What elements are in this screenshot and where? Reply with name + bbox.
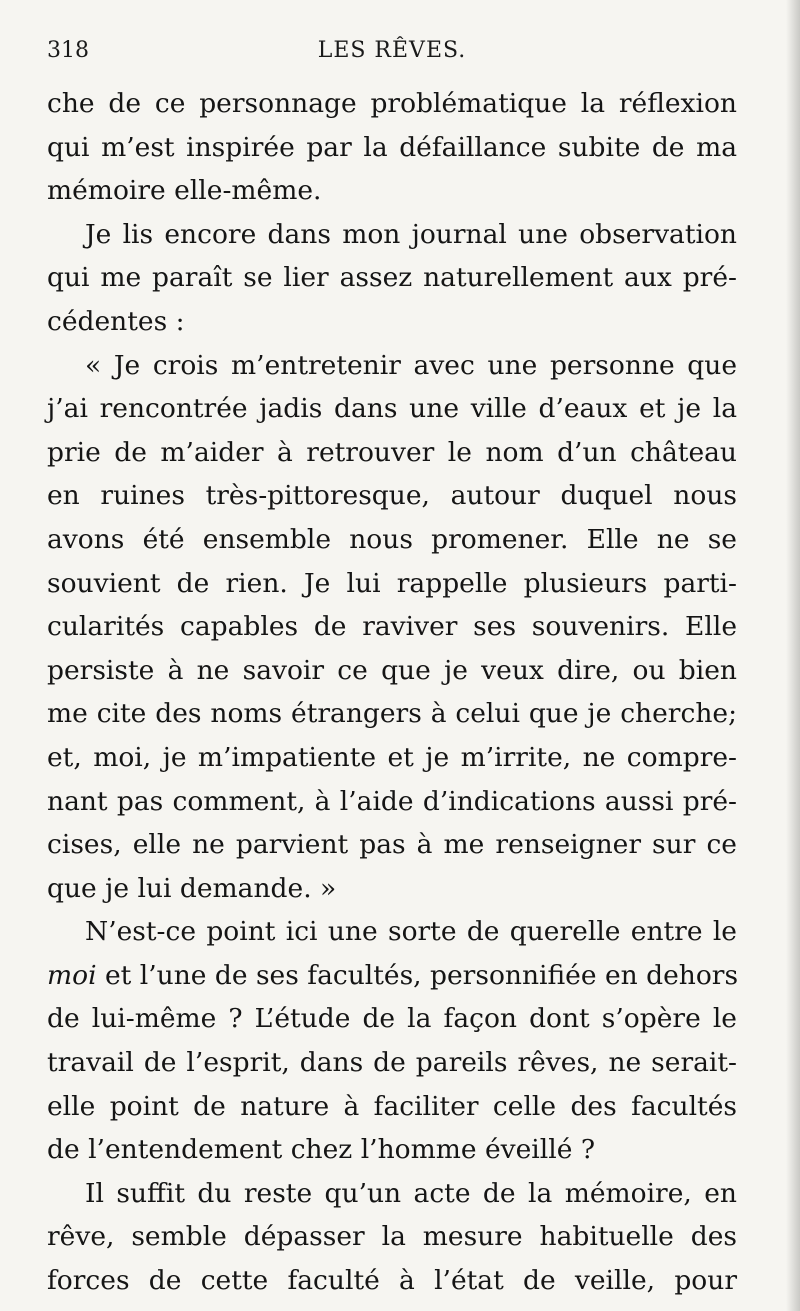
page-edge-shadow xyxy=(786,0,800,1311)
text-line: de lui-même ? L’étude de la façon dont s’opère le xyxy=(47,1003,737,1035)
italic-word: moi xyxy=(47,959,97,991)
text-line: Il suffit du reste qu’un acte de la mémoire, en xyxy=(85,1177,737,1209)
text-line: travail de l’esprit, dans de pareils rêves, ne serait- xyxy=(47,1047,737,1079)
body-text xyxy=(47,82,737,1303)
text-line: nant pas comment, à l’aide d’indications aussi pré- xyxy=(47,785,737,817)
running-title: LES RÊVES. xyxy=(317,38,467,63)
text-line: N’est-ce point ici une sorte de querelle entre le xyxy=(85,916,737,948)
text-line: avons été ensemble nous promener. Elle ne se xyxy=(47,523,737,555)
page-header xyxy=(47,38,737,72)
text-line: cédentes : xyxy=(47,305,185,337)
text-line: elle point de nature à faciliter celle des facultés xyxy=(47,1090,737,1122)
text-line: persiste à ne savoir ce que je veux dire, ou bien xyxy=(47,654,737,686)
text-line: de l’entendement chez l’homme éveillé ? xyxy=(47,1134,596,1166)
text-line: prie de m’aider à retrouver le nom d’un château xyxy=(47,436,737,468)
text-line: Je lis encore dans mon journal une observation xyxy=(85,218,737,250)
text-line: rêve, semble dépasser la mesure habituelle des xyxy=(47,1221,737,1253)
text-line: qui me paraît se lier assez naturellement aux pré- xyxy=(47,262,737,294)
text-line: moi et l’une de ses facultés, personnifiée en dehors xyxy=(47,959,739,991)
text-line: souvient de rien. Je lui rappelle plusieurs parti- xyxy=(47,567,737,599)
page-number: 318 xyxy=(47,38,89,63)
text-line: qui m’est inspirée par la défaillance subite de ma xyxy=(47,131,737,163)
text-line: cises, elle ne parvient pas à me renseigner sur ce xyxy=(47,829,737,861)
text-line: forces de cette faculté à l’état de veille, pour xyxy=(47,1265,737,1297)
text-line: que je lui demande. » xyxy=(47,872,337,904)
text-line: en ruines très-pittoresque, autour duquel nous xyxy=(47,480,737,512)
text-line: « Je crois m’entretenir avec une personne que xyxy=(85,349,737,381)
text-line: j’ai rencontrée jadis dans une ville d’eaux et je la xyxy=(47,393,737,425)
text-line: che de ce personnage problématique la réflexion xyxy=(47,88,737,119)
text-line: et, moi, je m’impatiente et je m’irrite, ne compre- xyxy=(47,741,737,773)
text-line: cularités capables de raviver ses souvenirs. Elle xyxy=(47,611,737,643)
text-line: mémoire elle-même. xyxy=(47,175,322,207)
text-line: me cite des noms étrangers à celui que je cherche; xyxy=(47,698,737,730)
